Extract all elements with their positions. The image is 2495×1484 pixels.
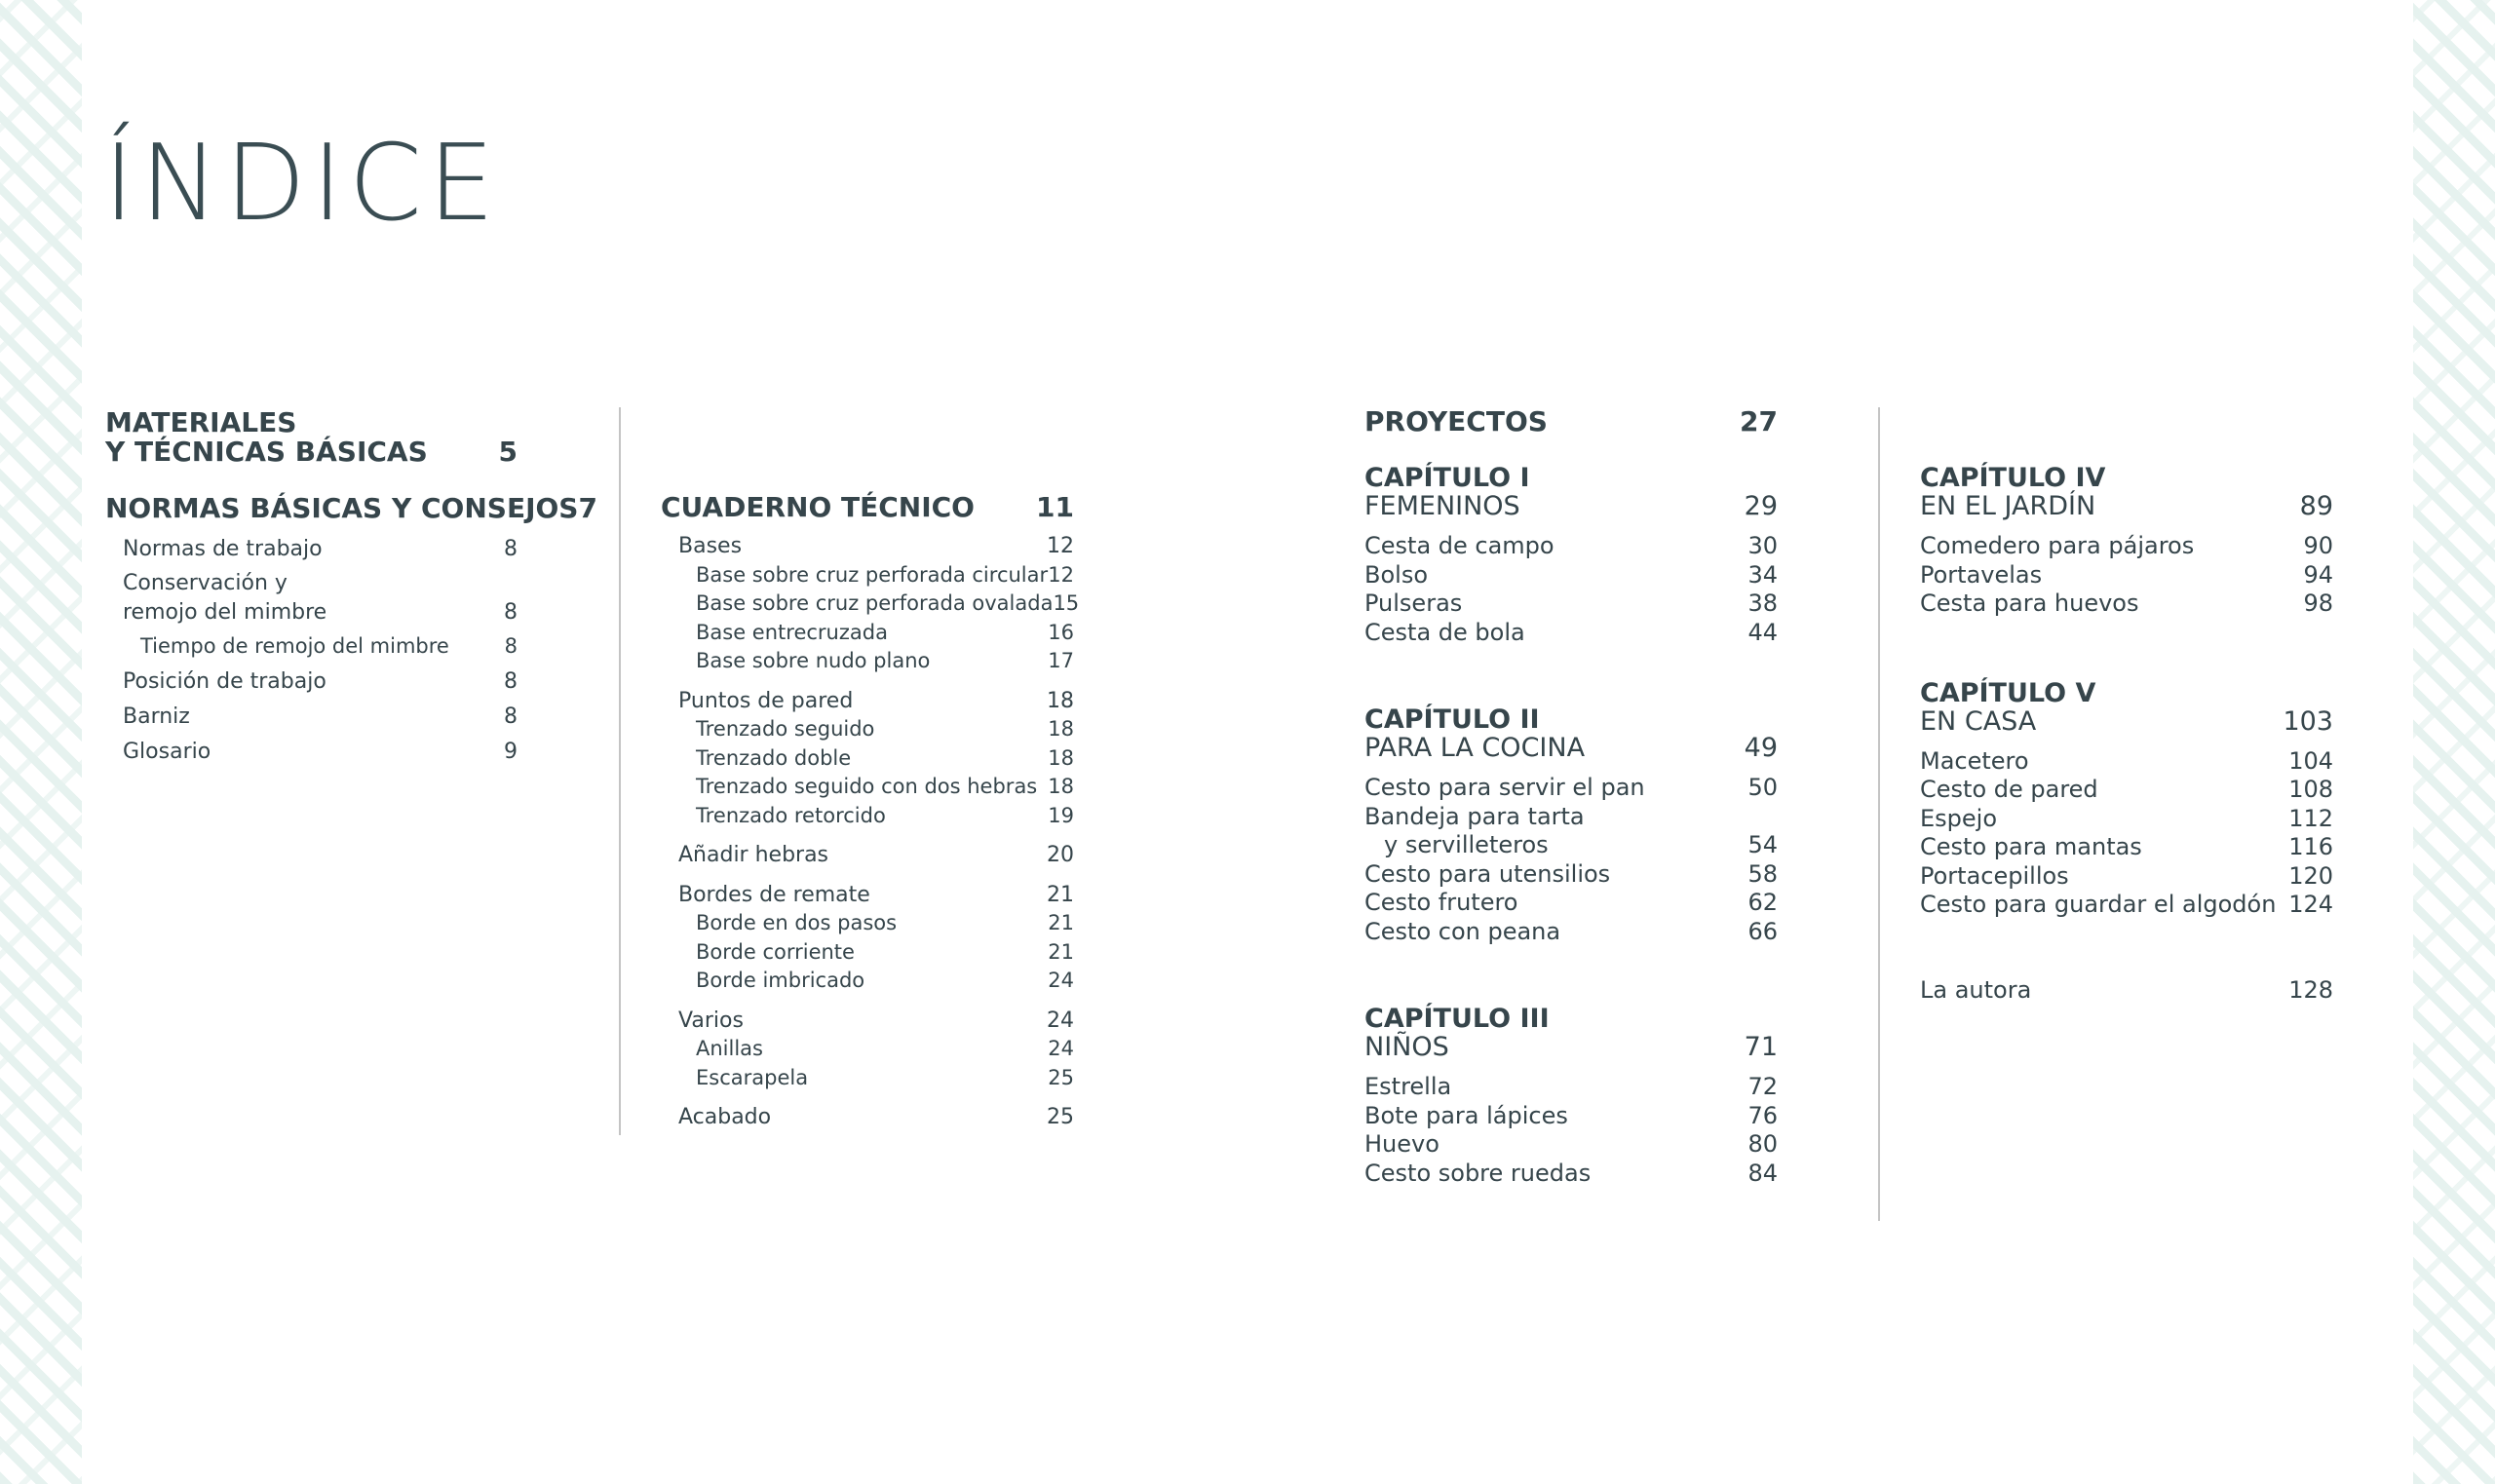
chapter-block[interactable] [1920, 679, 2333, 736]
heading-line2: Y TÉCNICAS BÁSICAS [105, 436, 428, 468]
page-title: ÍNDICE [103, 123, 501, 245]
toc-entry[interactable] [661, 841, 1074, 870]
page-number: 116 [2288, 833, 2333, 860]
entry-label: Cesto con peana [1364, 917, 1561, 945]
section-heading-proyectos[interactable] [1364, 407, 1778, 437]
page-number: 8 [504, 634, 518, 658]
entry-label: Glosario [123, 739, 211, 764]
entry-label: Bases [678, 534, 743, 558]
entry-label: Base sobre nudo plano [696, 649, 931, 672]
chapter-label: CAPÍTULO I [1364, 463, 1530, 493]
page-number: 80 [1747, 1130, 1778, 1158]
chapter-block[interactable] [1364, 464, 1778, 520]
toc-subentry[interactable] [661, 619, 1074, 648]
project-entry[interactable] [1364, 1160, 1778, 1189]
entry-label: Anillas [696, 1037, 763, 1060]
entry-label: Bandeja para tarta [1364, 802, 1585, 830]
page-number: 27 [1740, 405, 1778, 438]
toc-entry[interactable] [661, 881, 1074, 910]
toc-subentry[interactable] [661, 773, 1074, 802]
heading-line1: MATERIALES [105, 406, 297, 438]
page-number: 62 [1747, 889, 1778, 916]
page-number: 15 [1053, 591, 1080, 615]
chapter-name: NIÑOS [1364, 1032, 1449, 1062]
toc-column-proyectos-cont [1920, 464, 2333, 1005]
entry-label: La autora [1920, 975, 2032, 1004]
chapter-label: CAPÍTULO III [1364, 1004, 1550, 1034]
entry-label: Cesto para mantas [1920, 833, 2142, 860]
heading-label: NORMAS BÁSICAS Y CONSEJOS [105, 492, 579, 524]
chapter-title-row [1364, 1033, 1778, 1061]
page-number: 103 [2283, 705, 2333, 737]
toc-entry[interactable] [105, 703, 518, 732]
project-entry[interactable] [1364, 1102, 1778, 1131]
project-entry[interactable] [1364, 860, 1778, 890]
entry-label: Añadir hebras [678, 843, 829, 867]
page-number: 24 [1047, 1008, 1074, 1033]
page-number: 5 [498, 436, 518, 468]
entry-label: Tiempo de remojo del mimbre [140, 634, 449, 658]
author-entry[interactable] [1920, 976, 2333, 1006]
entry-label: Puntos de pared [678, 688, 854, 713]
project-entry[interactable] [1364, 1130, 1778, 1160]
decorative-pattern-right [2413, 0, 2495, 1484]
project-entry[interactable] [1920, 862, 2333, 892]
decorative-pattern-left [0, 0, 82, 1484]
toc-subentry[interactable] [661, 967, 1074, 996]
entry-label: Portavelas [1920, 560, 2043, 589]
toc-column-proyectos [1364, 407, 1778, 1188]
project-entry[interactable] [1920, 532, 2333, 561]
page-number: 72 [1747, 1073, 1778, 1100]
chapter-title-row [1364, 492, 1778, 520]
page-number: 12 [1048, 562, 1074, 587]
entry-label: Trenzado seguido [696, 717, 875, 741]
entry-label: Comedero para pájaros [1920, 532, 2195, 559]
chapter-name: EN CASA [1920, 705, 2037, 737]
page-number: 18 [1048, 775, 1074, 798]
toc-subentry[interactable] [661, 909, 1074, 938]
page-number: 34 [1747, 560, 1778, 589]
project-entry[interactable] [1364, 1073, 1778, 1102]
entry-label: Base sobre cruz perforada circular [696, 562, 1049, 587]
chapter-block[interactable] [1364, 1005, 1778, 1061]
project-entry[interactable] [1364, 831, 1778, 860]
entry-label: Trenzado doble [696, 745, 852, 770]
section-heading-materiales[interactable] [105, 408, 518, 467]
entry-label: Macetero [1920, 746, 2029, 775]
project-entry[interactable] [1364, 889, 1778, 918]
chapter-title-row [1920, 492, 2333, 520]
page-number: 98 [2303, 590, 2333, 617]
project-entry[interactable] [1920, 891, 2333, 920]
page-number: 84 [1747, 1159, 1778, 1187]
page-number: 108 [2288, 776, 2333, 803]
entry-label: Espejo [1920, 804, 1998, 832]
project-entry[interactable] [1364, 803, 1778, 832]
entry-label: Cesto de pared [1920, 776, 2098, 803]
project-entry[interactable] [1364, 619, 1778, 648]
entry-label: Huevo [1364, 1130, 1439, 1158]
toc-subentry[interactable] [661, 938, 1074, 968]
page-number: 17 [1048, 649, 1074, 672]
page-number: 71 [1744, 1032, 1778, 1062]
entry-label: Acabado [678, 1105, 772, 1129]
toc-entry[interactable] [661, 532, 1074, 561]
page-number: 24 [1048, 1037, 1074, 1060]
page-number: 20 [1047, 843, 1074, 867]
page-number: 21 [1048, 939, 1074, 964]
project-entry[interactable] [1920, 833, 2333, 862]
entry-label: Trenzado seguido con dos hebras [696, 775, 1038, 798]
entry-label: Borde en dos pasos [696, 911, 898, 934]
entry-label: Escarapela [696, 1065, 809, 1089]
toc-subentry[interactable] [661, 744, 1074, 774]
toc-subentry[interactable] [661, 802, 1074, 831]
page-number: 24 [1048, 969, 1074, 992]
toc-subentry[interactable] [661, 561, 1074, 590]
toc-column-cuaderno-tecnico [661, 491, 1080, 1132]
entry-label: Cesta de campo [1364, 532, 1555, 559]
page-number: 16 [1048, 620, 1074, 644]
toc-entry[interactable] [105, 667, 518, 697]
chapter-title-row [1920, 707, 2333, 736]
entry-label: y servilleteros [1384, 831, 1549, 858]
entry-label: Cesta para huevos [1920, 590, 2139, 617]
chapter-name: PARA LA COCINA [1364, 733, 1586, 763]
page-number: 30 [1747, 532, 1778, 559]
page-number: 9 [504, 739, 518, 764]
page-number: 12 [1047, 534, 1074, 558]
project-entry[interactable] [1920, 747, 2333, 777]
chapter-label: CAPÍTULO IV [1920, 463, 2106, 493]
page-number: 11 [1036, 491, 1074, 523]
toc-subentry[interactable] [661, 647, 1074, 676]
chapter-name: EN EL JARDÍN [1920, 491, 2096, 521]
toc-entry[interactable] [105, 598, 518, 628]
entry-label: Borde corriente [696, 939, 855, 964]
chapter-block[interactable] [1920, 464, 2333, 520]
entry-label: Cesta de bola [1364, 618, 1525, 646]
page-number: 21 [1047, 882, 1074, 907]
project-entry[interactable] [1364, 532, 1778, 561]
page-number: 44 [1747, 618, 1778, 646]
toc-subentry[interactable] [661, 590, 1080, 619]
project-entry[interactable] [1920, 805, 2333, 834]
chapter-block[interactable] [1364, 705, 1778, 762]
toc-entry[interactable] [661, 687, 1074, 716]
heading-label: PROYECTOS [1364, 405, 1548, 438]
page-number: 49 [1744, 733, 1778, 763]
page-number: 8 [504, 668, 518, 694]
toc-entry[interactable] [105, 569, 518, 598]
toc-subentry[interactable] [661, 1064, 1074, 1093]
page-number: 8 [504, 704, 518, 729]
page-number: 120 [2288, 861, 2333, 890]
entry-label: Portacepillos [1920, 861, 2069, 890]
page-number: 25 [1048, 1065, 1074, 1089]
entry-label: Cesto para guardar el algodón [1920, 891, 2277, 918]
page-number: 104 [2288, 746, 2333, 775]
toc-column-materiales [105, 406, 597, 767]
chapter-label: CAPÍTULO V [1920, 677, 2096, 708]
project-entry[interactable] [1364, 774, 1778, 803]
entry-label: Normas de trabajo [123, 537, 323, 561]
page-number: 18 [1047, 688, 1074, 713]
page-number: 7 [578, 492, 597, 524]
entry-label: Cesto frutero [1364, 889, 1518, 916]
project-entry[interactable] [1920, 776, 2333, 805]
entry-label: Estrella [1364, 1073, 1452, 1100]
entry-label: Bote para lápices [1364, 1101, 1568, 1129]
page-number: 21 [1048, 911, 1074, 934]
page-number: 66 [1747, 917, 1778, 945]
entry-label: Posición de trabajo [123, 668, 326, 694]
entry-label: remojo del mimbre [123, 600, 327, 625]
toc-entry[interactable] [105, 738, 518, 767]
project-entry[interactable] [1364, 590, 1778, 619]
entry-label: Bordes de remate [678, 882, 870, 907]
project-entry[interactable] [1364, 918, 1778, 947]
entry-label: Base sobre cruz perforada ovalada [696, 591, 1054, 615]
toc-entry[interactable] [661, 1007, 1074, 1036]
project-entry[interactable] [1920, 590, 2333, 619]
toc-subentry[interactable] [661, 715, 1074, 744]
entry-label: Cesto sobre ruedas [1364, 1159, 1592, 1187]
entry-label: Trenzado retorcido [696, 803, 886, 827]
project-entry[interactable] [1920, 561, 2333, 590]
project-entry[interactable] [1364, 561, 1778, 590]
chapter-title-row [1364, 734, 1778, 762]
page-number: 128 [2288, 975, 2333, 1004]
section-heading-cuaderno-tecnico[interactable] [661, 493, 1074, 522]
toc-entry[interactable] [105, 535, 518, 564]
toc-entry[interactable] [661, 1103, 1074, 1132]
page-number: 89 [2299, 491, 2333, 521]
entry-label: Bolso [1364, 560, 1429, 589]
toc-subentry[interactable] [105, 632, 518, 662]
page-number: 8 [504, 537, 518, 561]
entry-label: Cesto para utensilios [1364, 859, 1611, 888]
entry-label: Conservación y [123, 571, 288, 595]
column-divider [1878, 407, 1880, 1221]
toc-subentry[interactable] [661, 1035, 1074, 1064]
section-heading-normas[interactable] [105, 492, 597, 524]
page-number: 124 [2288, 891, 2333, 918]
page-number: 19 [1048, 803, 1074, 827]
page-number: 112 [2288, 804, 2333, 832]
page-number: 8 [504, 600, 518, 625]
page-number: 18 [1048, 717, 1074, 741]
entry-label: Borde imbricado [696, 969, 865, 992]
entry-label: Base entrecruzada [696, 620, 888, 644]
entry-label: Pulseras [1364, 590, 1463, 617]
page-number: 25 [1047, 1105, 1074, 1129]
page-number: 38 [1747, 590, 1778, 617]
page-number: 18 [1048, 745, 1074, 770]
page-number: 29 [1744, 491, 1778, 521]
heading-label: CUADERNO TÉCNICO [661, 491, 975, 523]
column-divider [619, 407, 621, 1135]
chapter-label: CAPÍTULO II [1364, 704, 1540, 735]
page-number: 58 [1747, 859, 1778, 888]
entry-label: Cesto para servir el pan [1364, 774, 1645, 801]
page-number: 54 [1747, 831, 1778, 858]
page-number: 76 [1747, 1101, 1778, 1129]
chapter-name: FEMENINOS [1364, 491, 1520, 521]
entry-label: Varios [678, 1008, 744, 1033]
page-number: 90 [2303, 532, 2333, 559]
entry-label: Barniz [123, 704, 190, 729]
page-number: 94 [2303, 560, 2333, 589]
page-number: 50 [1747, 774, 1778, 801]
